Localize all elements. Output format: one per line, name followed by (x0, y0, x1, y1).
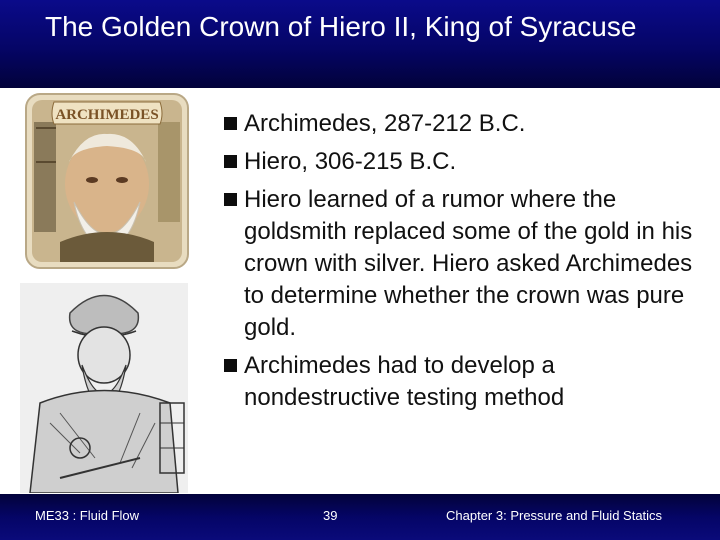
bullet-item: Hiero, 306-215 B.C. (222, 146, 702, 178)
archimedes-portrait-label (24, 92, 190, 270)
title-bar (0, 0, 720, 88)
square-bullet-icon (224, 193, 237, 206)
square-bullet-icon (224, 155, 237, 168)
footer-page-number: 39 (323, 508, 338, 523)
bullet-item: Archimedes had to develop a nondestructive testing method (222, 350, 702, 414)
archimedes-engraving (20, 283, 188, 493)
square-bullet-icon (224, 117, 237, 130)
portrait-label-text: ARCHIMEDES (55, 107, 159, 123)
bullet-item: Hiero learned of a rumor where the goldsmith replaced some of the gold in his crown with silver. Hiero asked Archimedes to determine whether the crown was pure gold. (222, 184, 702, 344)
square-bullet-icon (224, 359, 237, 372)
footer-bar (0, 494, 720, 540)
bullet-list (222, 108, 702, 414)
footer-chapter: Chapter 3: Pressure and Fluid Statics (446, 508, 663, 523)
bullet-item: Archimedes, 287-212 B.C. (222, 108, 702, 140)
slide-title: The Golden Crown of Hiero II, King of Syracuse (45, 11, 637, 42)
footer-course: ME33 : Fluid Flow (35, 508, 140, 523)
